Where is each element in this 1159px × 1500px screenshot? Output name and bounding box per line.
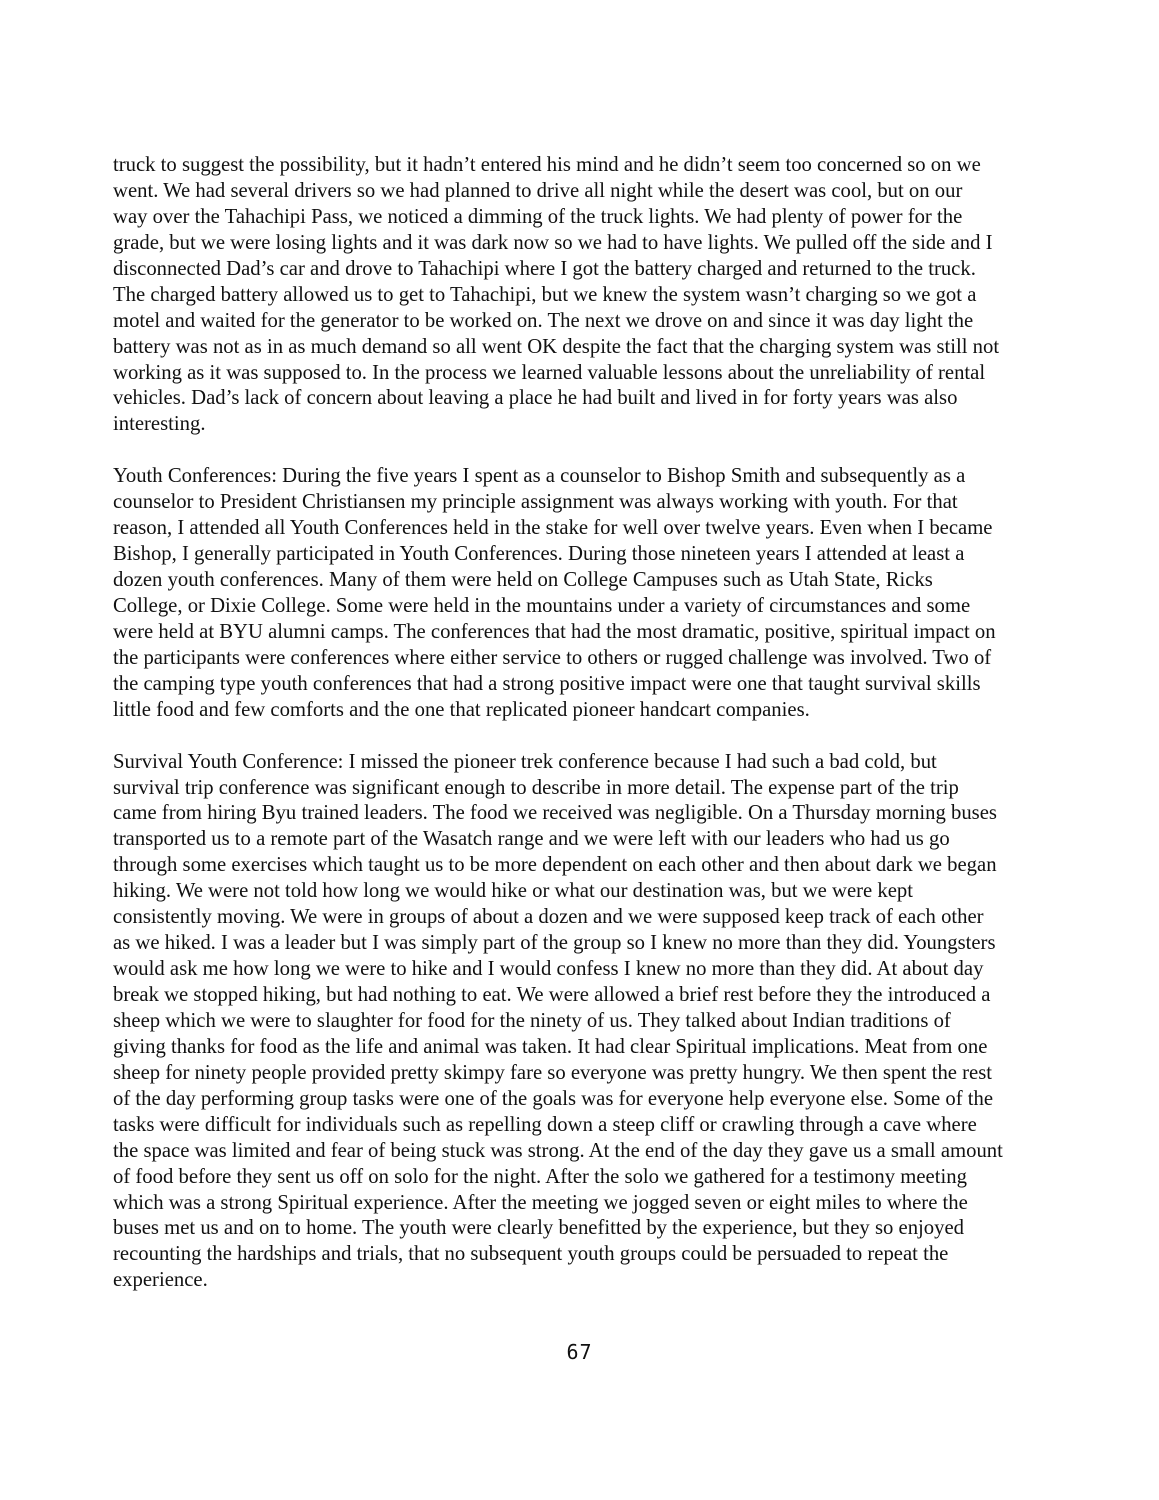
text-line: as we hiked. I was a leader but I was simply part of the group so I knew no more than they did. Youngsters (113, 932, 996, 955)
text-line: of food before they sent us off on solo for the night. After the solo we gathered for a testimony meeting (113, 1165, 967, 1188)
text-line: came from hiring Byu trained leaders. The food we received was negligible. On a Thursday morning buses (113, 802, 997, 825)
text-line: grade, but we were losing lights and it was dark now so we had to have lights. We pulled off the side and I (113, 231, 993, 254)
text-line: which was a strong Spiritual experience. After the meeting we jogged seven or eight miles to where the (113, 1191, 968, 1214)
text-line: giving thanks for food as the life and animal was taken. It had clear Spiritual implications. Meat from one (113, 1035, 988, 1058)
text-line: sheep which we were to slaughter for food for the ninety of us. They talked about Indian traditions of (113, 1009, 951, 1032)
text-line: counselor to President Christiansen my principle assignment was always working with youth. For that (113, 491, 958, 514)
text-line: little food and few comforts and the one that replicated pioneer handcart companies. (113, 698, 810, 721)
text-line: consistently moving. We were in groups of about a dozen and we were supposed keep track of each other (113, 906, 984, 929)
text-line: recounting the hardships and trials, that no subsequent youth groups could be persuaded to repeat the (113, 1243, 949, 1266)
text-line: the camping type youth conferences that had a strong positive impact were one that taught survival skills (113, 672, 981, 695)
text-line: truck to suggest the possibility, but it hadn’t entered his mind and he didn’t seem too concerned so on we (113, 154, 981, 176)
text-line: dozen youth conferences. Many of them were held on College Campuses such as Utah State, Ricks (113, 569, 933, 591)
text-line: were held at BYU alumni camps. The conferences that had the most dramatic, positive, spiritual impact on (113, 620, 996, 643)
text-line: buses met us and on to home. The youth were clearly benefitted by the experience, but they so enjoyed (113, 1217, 964, 1240)
text-line: College, or Dixie College. Some were held in the mountains under a variety of circumstances and some (113, 594, 971, 617)
text-line: way over the Tahachipi Pass, we noticed a dimming of the truck lights. We had plenty of power for the (113, 205, 963, 228)
text-line: sheep for ninety people provided pretty skimpy fare so everyone was pretty hungry. We then spent the rest (113, 1061, 993, 1084)
text-line: vehicles. Dad’s lack of concern about leaving a place he had built and lived in for forty years was also (113, 387, 958, 410)
paragraph-rental-truck (113, 153, 1103, 438)
text-line: the participants were conferences where either service to others or rugged challenge was involved. Two of (113, 646, 992, 669)
text-line: through some exercises which taught us to be more dependent on each other and then about dark we began (113, 854, 997, 877)
text-line: motel and waited for the generator to be worked on. The next we drove on and since it was day light the (113, 309, 974, 332)
body-text (113, 153, 1103, 1320)
text-line: disconnected Dad’s car and drove to Tahachipi where I got the battery charged and returned to the truck. (113, 257, 976, 280)
text-line: The charged battery allowed us to get to Tahachipi, but we knew the system wasn’t charging so we got a (113, 283, 977, 306)
text-line: tasks were difficult for individuals such as repelling down a steep cliff or crawling through a cave where (113, 1113, 977, 1136)
text-line: would ask me how long we were to hike and I would confess I knew no more than they did. At about day (113, 958, 984, 981)
text-line: transported us to a remote part of the Wasatch range and we were left with our leaders who had us go (113, 828, 950, 851)
text-line: working as it was supposed to. In the process we learned valuable lessons about the unreliability of rental (113, 361, 986, 384)
text-line: Bishop, I generally participated in Youth Conferences. During those nineteen years I attended at least a (113, 543, 965, 566)
text-line: break we stopped hiking, but had nothing to eat. We were allowed a brief rest before they the introduced a (113, 984, 991, 1006)
text-line: survival trip conference was significant enough to describe in more detail. The expense part of the trip (113, 776, 959, 799)
paragraph-survival-youth-conference (113, 750, 1103, 1295)
text-line: the space was limited and fear of being stuck was strong. At the end of the day they gave us a small amount (113, 1139, 1003, 1162)
page-number: 67 (566, 1340, 593, 1364)
text-line: went. We had several drivers so we had planned to drive all night while the desert was cool, but on our (113, 179, 963, 202)
text-line: experience. (113, 1269, 208, 1292)
text-line: Youth Conferences: During the five years I spent as a counselor to Bishop Smith and subsequently as a (113, 465, 966, 488)
text-line: of the day performing group tasks were one of the goals was for everyone help everyone else. Some of the (113, 1087, 994, 1110)
paragraph-youth-conferences (113, 464, 1103, 723)
text-line: reason, I attended all Youth Conferences held in the stake for well over twelve years. Even when I became (113, 517, 993, 540)
text-line: interesting. (113, 413, 206, 436)
text-line: battery was not as in as much demand so all went OK despite the fact that the charging system was still not (113, 335, 1000, 358)
text-line: Survival Youth Conference: I missed the pioneer trek conference because I had such a bad cold, but (113, 750, 937, 773)
text-line: hiking. We were not told how long we would hike or what our destination was, but we were kept (113, 880, 914, 903)
